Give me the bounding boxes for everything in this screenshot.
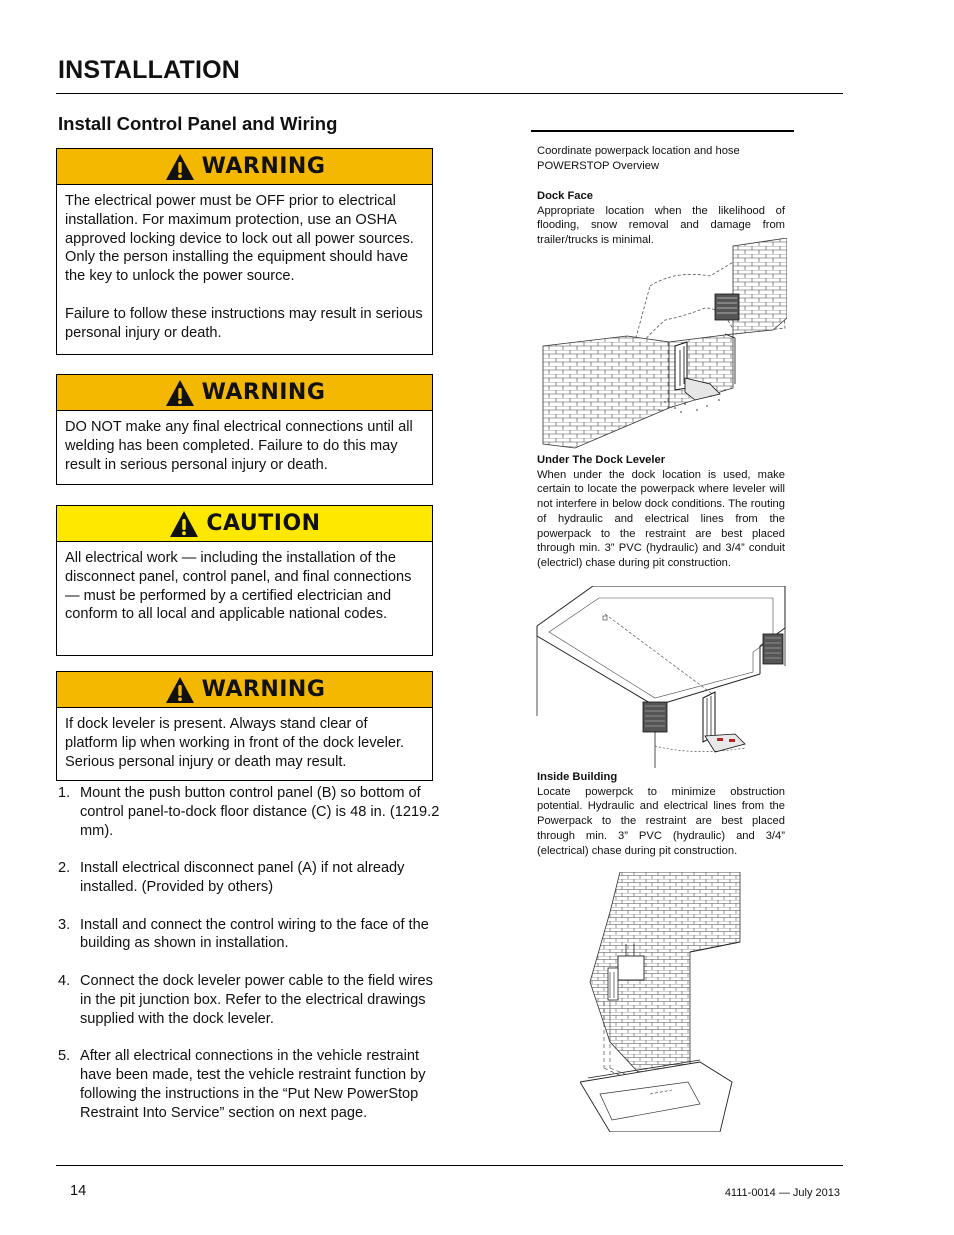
list-item [58, 1047, 448, 1122]
step-text: Mount the push button control panel (B) so bottom of control panel-to-dock floor distance (C) is 48 in. (1219.2 mm). [80, 785, 440, 839]
inside-building-text: Locate powerpck to minimize obstruction potential. Hydraulic and electrical lines from the Powerpack to the restraint are best placed through min. 3” PVC (hydraulic) and 3/4” (electrical) chase during pit construction. [537, 785, 785, 857]
sidebar-intro [537, 144, 785, 173]
step-text: Install electrical disconnect panel (A) if not already installed. (Provided by others) [80, 860, 405, 895]
caution-box-electrical-work [56, 505, 433, 656]
warning-triangle-icon [164, 675, 196, 705]
step-number: 2. [58, 860, 71, 877]
warning-body [57, 185, 432, 352]
sidebar-intro-line: POWERSTOP Overview [537, 159, 660, 172]
warning-text: DO NOT make any final electrical connections until all welding has been completed. Failure to do this may result in serious personal injury or death. [65, 419, 413, 473]
warning-header [57, 375, 432, 411]
section-title: Install Control Panel and Wiring [58, 113, 338, 134]
dock-face-illustration [535, 238, 787, 452]
step-text: After all electrical connections in the vehicle restraint have been made, test the vehicle restraint function by following the instructions in the “Put New PowerStop Restraint Into Service” section on next page. [80, 1048, 426, 1121]
header-rule [56, 93, 843, 94]
warning-text: The electrical power must be OFF prior to electrical installation. For maximum protection, use an OSHA approved locking device to lock out all power sources. Only the person installing the equipment should have the key to unlock the power source. [65, 193, 414, 285]
sidebar-rule [531, 130, 794, 132]
step-text: Connect the dock leveler power cable to the field wires in the pit junction box. Refer to the electrical drawings supplied with the dock leveler. [80, 972, 433, 1027]
warning-label: WARNING [201, 380, 326, 405]
warning-box-dock-leveler [56, 671, 433, 781]
warning-box-welding [56, 374, 433, 485]
dock-face-heading: Dock Face [537, 190, 593, 202]
step-text: Install and connect the control wiring to the face of the building as shown in installation. [80, 916, 429, 952]
step-number: 5. [58, 1048, 71, 1065]
warning-body [57, 708, 432, 781]
warning-label: WARNING [201, 154, 326, 179]
step-number: 3. [58, 916, 71, 933]
footer-rule [56, 1165, 843, 1166]
inside-building-section [537, 770, 785, 858]
page-title: INSTALLATION [58, 56, 241, 84]
warning-label: WARNING [201, 677, 326, 702]
warning-text: Failure to follow these instructions may result in serious personal injury or death. [65, 305, 423, 341]
under-leveler-text: When under the dock location is used, make certain to locate the powerpack where leveler will not interfere in below dock conditions. The routing of hydraulic and electrical lines from the powerpack to the restraint are best placed through min. 3” PVC (hydraulic) and 3/4” conduit (electricl) chase during pit construction. [537, 468, 785, 569]
warning-text: If dock leveler is present. Always stand clear of platform lip when working in front of the dock leveler. Serious personal injury or death may result. [65, 716, 405, 770]
warning-header [57, 672, 432, 708]
inside-building-heading: Inside Building [537, 771, 618, 783]
installation-steps [58, 784, 448, 1141]
list-item [58, 916, 448, 954]
document-id: 4111-0014 — July 2013 [724, 1187, 840, 1199]
warning-triangle-icon [168, 509, 200, 539]
dock-face-text: Appropriate location when the likelihood of flooding, snow removal and damage from trailer/trucks is minimal. [537, 204, 785, 247]
step-number: 1. [58, 785, 71, 801]
warning-body [57, 411, 432, 484]
warning-triangle-icon [164, 378, 196, 408]
step-number: 4. [58, 972, 71, 989]
warning-header [57, 149, 432, 185]
sidebar-intro-line: Coordinate powerpack location and hose [537, 145, 740, 157]
caution-header [57, 506, 432, 542]
under-leveler-heading: Under The Dock Leveler [537, 454, 666, 466]
caution-text: All electrical work — including the installation of the disconnect panel, control panel, and final connections — must be performed by a certified electrician and conform to all local and applicable national codes. [65, 550, 412, 623]
under-leveler-illustration [535, 586, 787, 768]
warning-box-power-off [56, 148, 433, 355]
list-item [58, 784, 448, 840]
caution-label: CAUTION [206, 511, 321, 536]
warning-triangle-icon [164, 152, 196, 182]
list-item [58, 859, 448, 897]
page-number: 14 [70, 1183, 87, 1199]
list-item [58, 972, 448, 1028]
caution-body [57, 542, 432, 634]
under-leveler-section [537, 453, 785, 571]
inside-building-illustration [580, 872, 742, 1132]
